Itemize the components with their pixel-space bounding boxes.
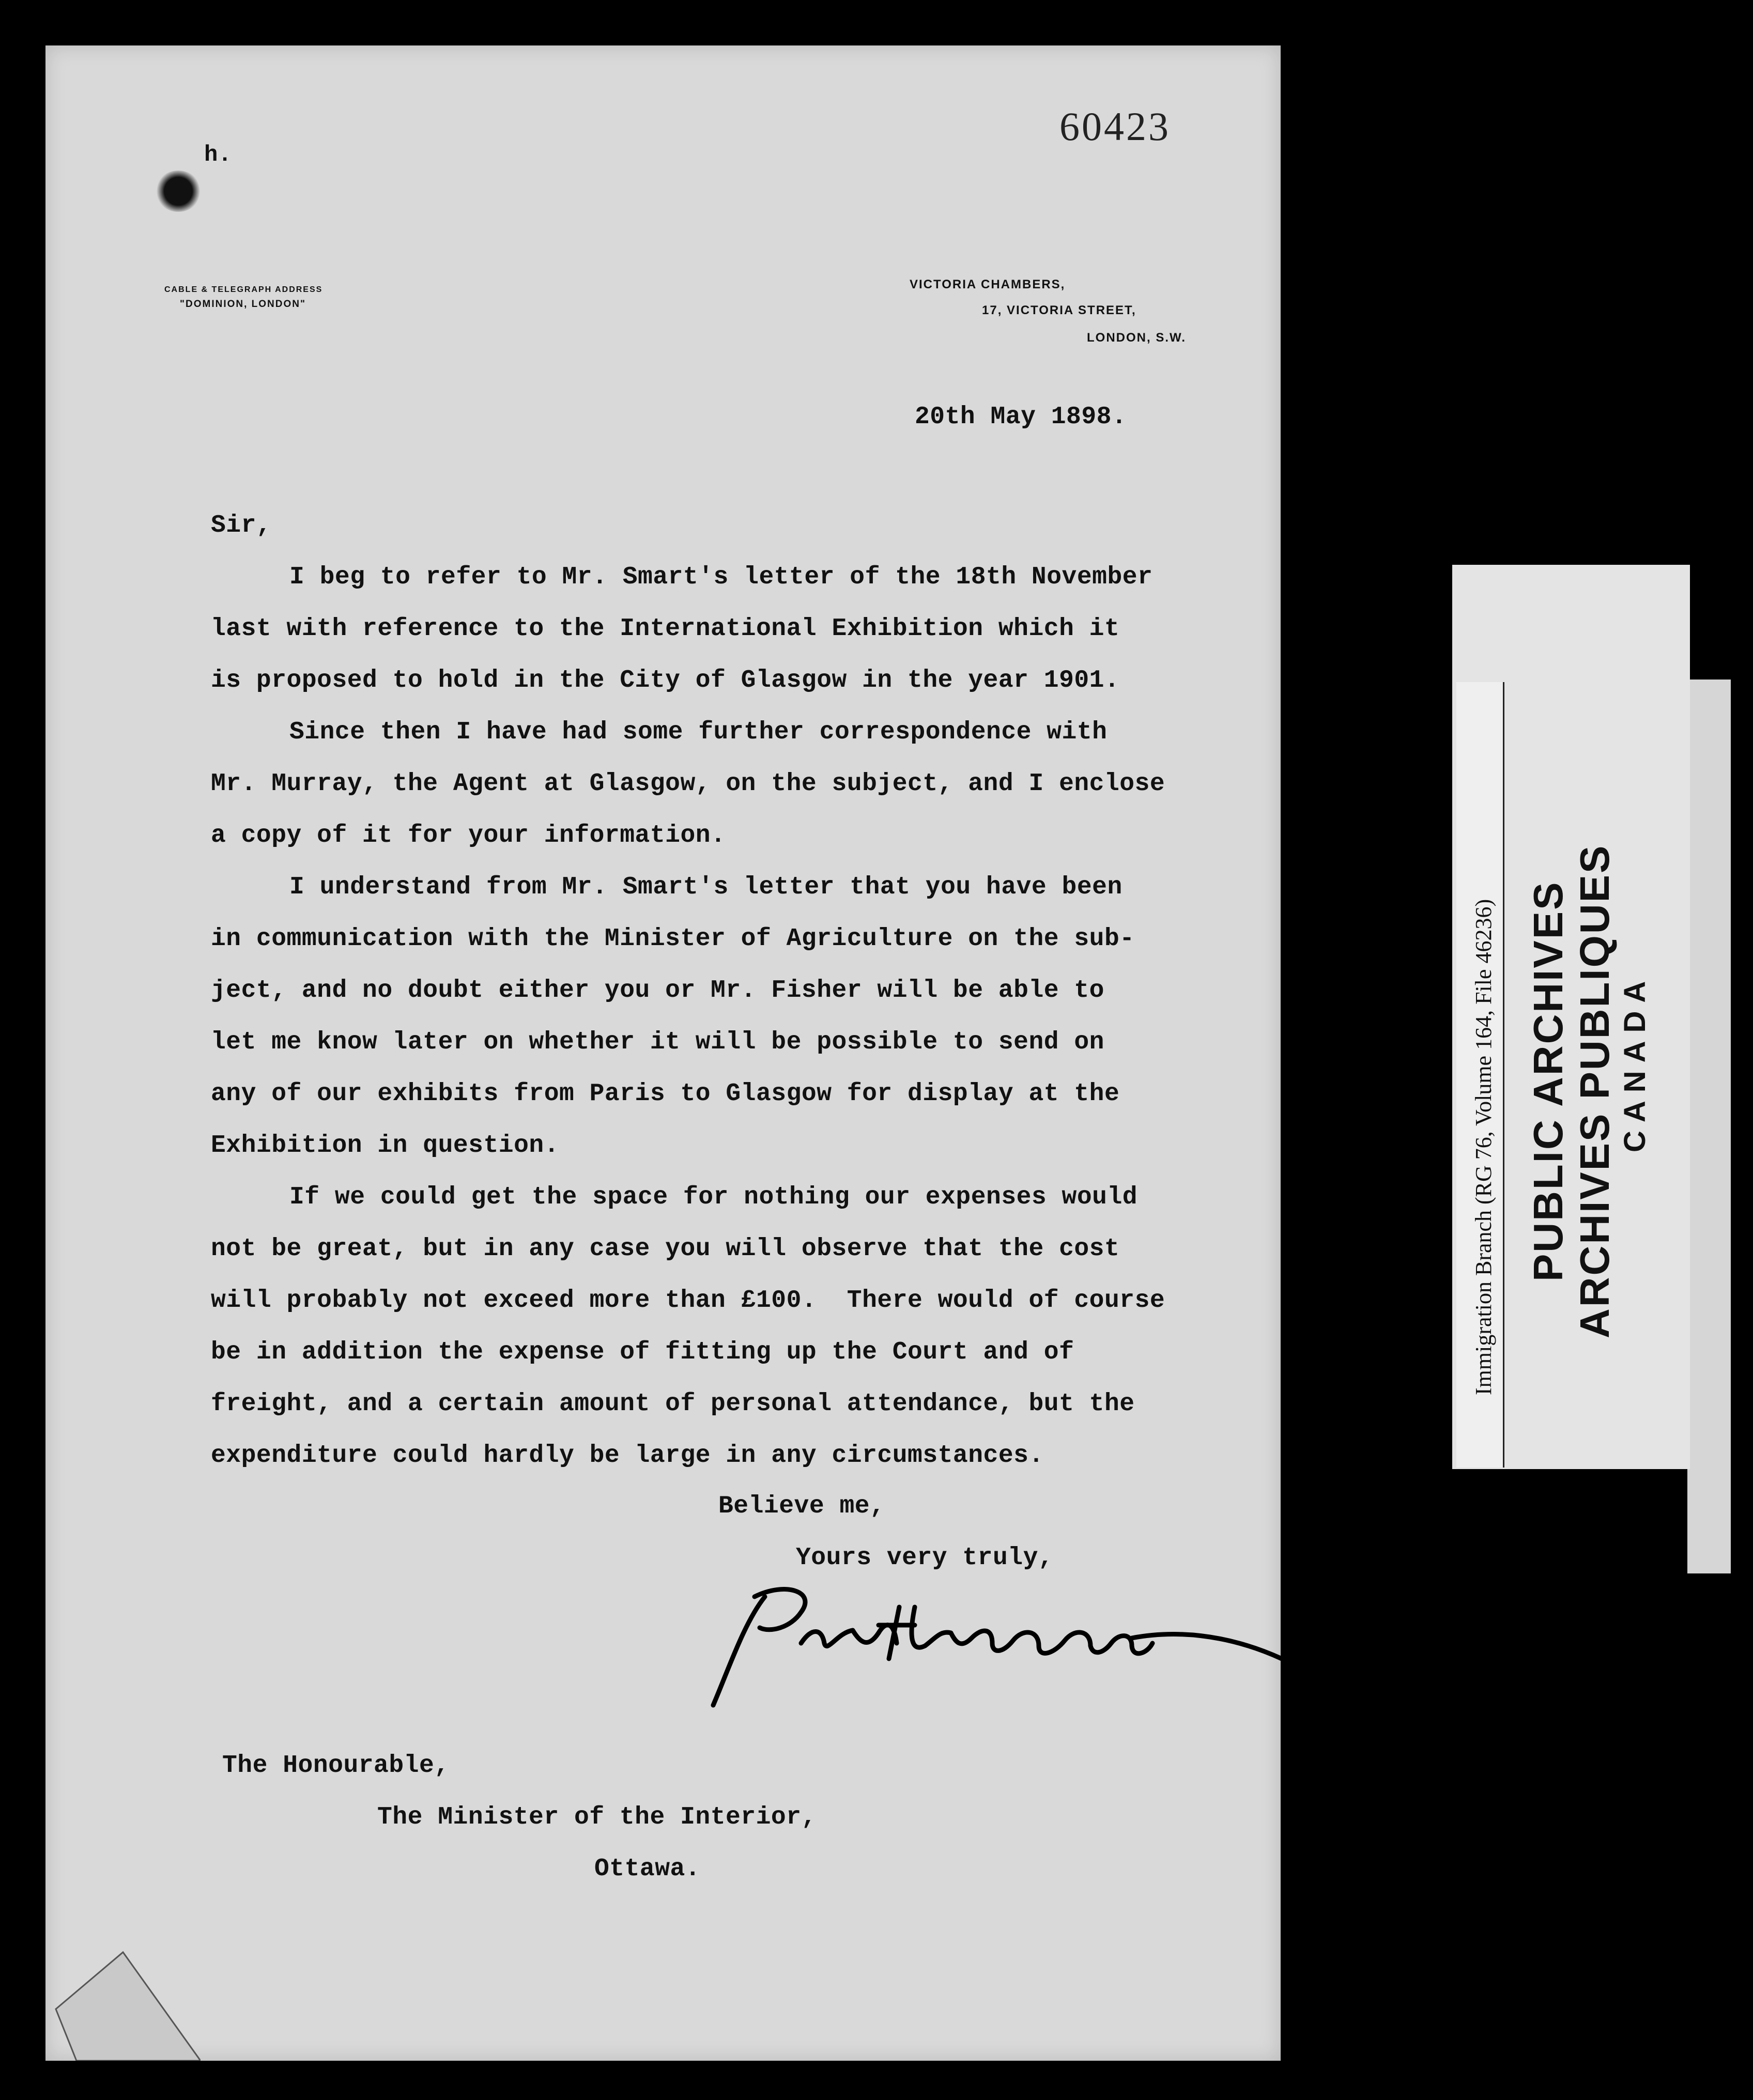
body-line: be in addition the expense of fitting up the Court and of xyxy=(211,1338,1074,1366)
initial-mark: h. xyxy=(204,142,232,168)
body-line: If we could get the space for nothing our expenses would xyxy=(289,1183,1138,1211)
label-backing xyxy=(1687,680,1731,1573)
body-line: a copy of it for your information. xyxy=(211,822,726,850)
body-line: in communication with the Minister of Agriculture on the sub- xyxy=(211,925,1135,953)
closing-line2: Yours very truly, xyxy=(796,1544,1054,1572)
archive-label-line2: ARCHIVES PUBLIQUES xyxy=(1572,844,1618,1338)
document-number: 60423 xyxy=(1059,104,1171,149)
body-line: Mr. Murray, the Agent at Glasgow, on the subject, and I enclose xyxy=(211,770,1165,798)
cable-address-line2: "DOMINION, LONDON" xyxy=(180,299,306,310)
cable-address-line1: CABLE & TELEGRAPH ADDRESS xyxy=(164,285,323,294)
recipient-line3: Ottawa. xyxy=(594,1855,701,1883)
archive-label-line3: CANADA xyxy=(1618,972,1652,1152)
body-line: Since then I have had some further correspondence with xyxy=(289,718,1108,746)
body-line: any of our exhibits from Paris to Glasgow for display at the xyxy=(211,1080,1120,1108)
body-line: will probably not exceed more than £100. There would of course xyxy=(211,1287,1165,1315)
archive-reference: Immigration Branch (RG 76, Volume 164, File 46236) xyxy=(1471,899,1496,1395)
letterhead-address-line2: 17, VICTORIA STREET, xyxy=(982,303,1136,317)
body-line: I beg to refer to Mr. Smart's letter of the 18th November xyxy=(289,563,1153,591)
letter-date: 20th May 1898. xyxy=(915,403,1127,431)
body-line: I understand from Mr. Smart's letter that you have been xyxy=(289,873,1122,901)
folded-corner xyxy=(45,1937,201,2061)
body-line: Exhibition in question. xyxy=(211,1132,560,1160)
letterhead-address-line1: VICTORIA CHAMBERS, xyxy=(910,277,1066,291)
ink-blot xyxy=(155,171,202,212)
body-line: is proposed to hold in the City of Glasgow in the year 1901. xyxy=(211,667,1120,694)
signature xyxy=(682,1576,1292,1731)
body-line: not be great, but in any case you will observe that the cost xyxy=(211,1235,1120,1263)
body-line: let me know later on whether it will be possible to send on xyxy=(211,1028,1104,1056)
body-line: ject, and no doubt either you or Mr. Fisher will be able to xyxy=(211,977,1104,1005)
body-line: freight, and a certain amount of personal attendance, but the xyxy=(211,1390,1135,1418)
archive-label-line1: PUBLIC ARCHIVES xyxy=(1525,881,1571,1281)
letterhead-address-line3: LONDON, S.W. xyxy=(1087,331,1186,345)
body-line: expenditure could hardly be large in any circumstances. xyxy=(211,1442,1044,1470)
closing-line1: Believe me, xyxy=(718,1492,885,1520)
recipient-line2: The Minister of the Interior, xyxy=(377,1803,817,1831)
body-line: last with reference to the International Exhibition which it xyxy=(211,615,1120,643)
salutation: Sir, xyxy=(211,512,272,539)
recipient-line1: The Honourable, xyxy=(222,1752,450,1780)
